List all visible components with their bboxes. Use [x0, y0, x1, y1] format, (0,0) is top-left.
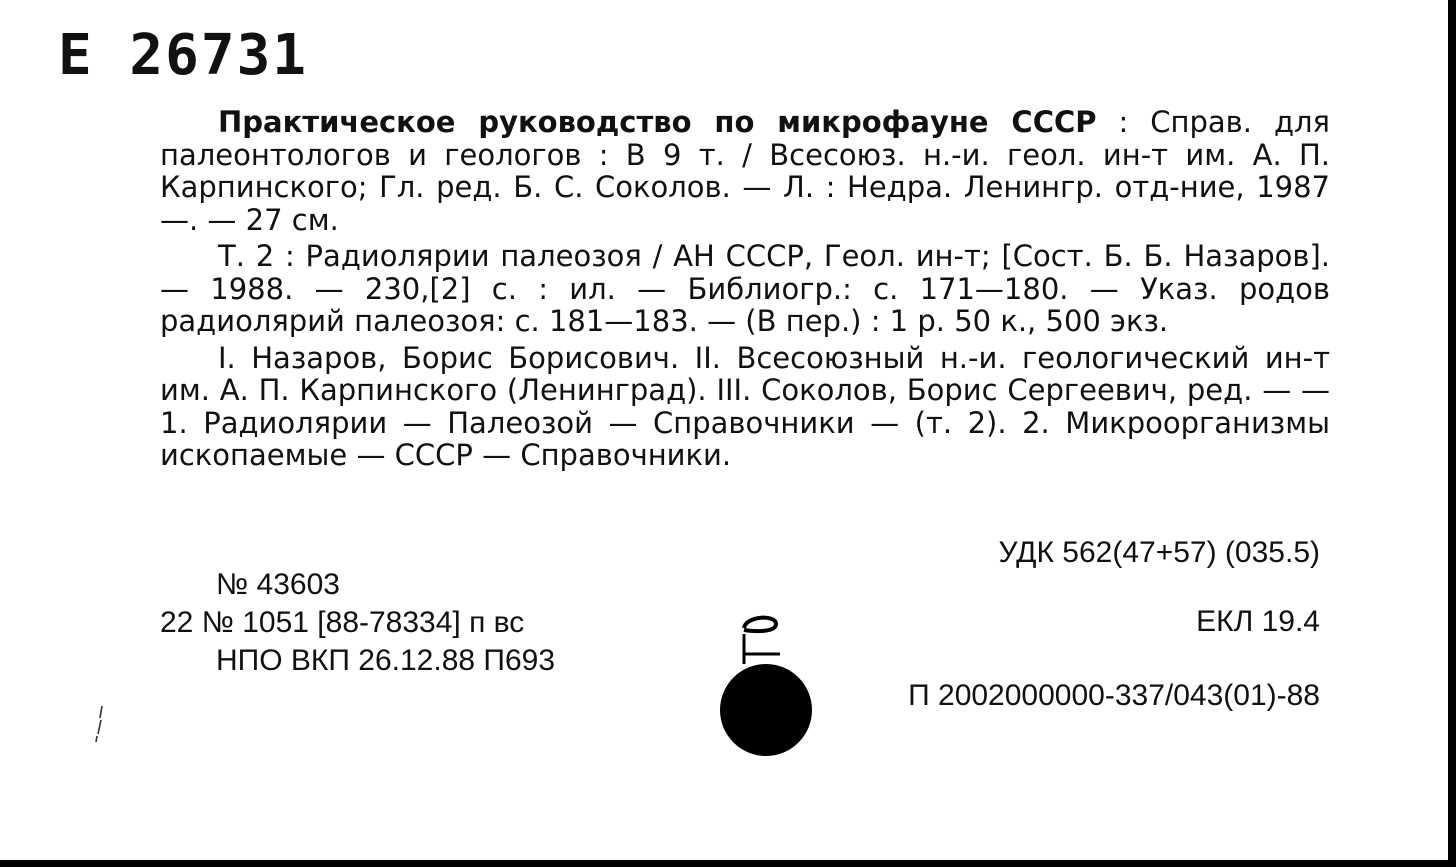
bibliographic-entry — [160, 106, 1330, 472]
card-edge-right — [1450, 0, 1456, 867]
pencil-mark — [92, 704, 108, 744]
price-code: П 2002000000-337/043(01)-88 — [908, 679, 1320, 712]
order-line: 22 № 1051 [88-78334] п вс — [160, 606, 525, 639]
entry-paragraph-tracings: I. Назаров, Борис Борисович. II. Всесоюзный н.-и. геологический ин-т им. А. П. Карпинского (Ленинград). III. Соколов, Борис Сергеевич, ред. — — 1. Радиолярии — Палеозой — Справочники — (т. 2). 2. Микроорганизмы ископаемые — СССР — Справочники. — [160, 340, 1330, 472]
call-number: Е 26731 — [58, 23, 309, 88]
card-edge-bottom — [0, 860, 1456, 867]
printer-line: НПО ВКП 26.12.88 П693 — [216, 644, 556, 677]
entry-paragraph-volume: Т. 2 : Радиолярии палеозоя / АН СССР, Геол. ин-т; [Сост. Б. Б. Назаров]. — 1988. — 230,[2] с. : ил. — Библиогр.: с. 171—180. — Указ. родов радиолярий палеозоя: с. 181—183. — (В пер.) : 1 р. 50 к., 500 экз. — [160, 239, 1330, 338]
entry-title: Практическое руководство по микрофауне СССР — [218, 105, 1097, 139]
entry-main-details: : Справ. для палеонтологов и геологов : В 9 т. / Всесоюз. н.-и. геол. ин-т им. А. П. Карпинского; Гл. ред. Б. С. Соколов. — Л. : Недра. Ленингр. отд-ние, 1987—. — 27 см. — [160, 105, 1330, 237]
hole-tab-mark — [736, 612, 786, 672]
registration-block — [160, 566, 555, 680]
record-number: № 43603 — [216, 568, 340, 601]
punch-hole — [720, 664, 812, 756]
entry-paragraph-main — [160, 106, 1330, 236]
ekl-code: ЕКЛ 19.4 — [1196, 605, 1320, 638]
udk-classification: УДК 562(47+57) (035.5) — [998, 536, 1320, 569]
